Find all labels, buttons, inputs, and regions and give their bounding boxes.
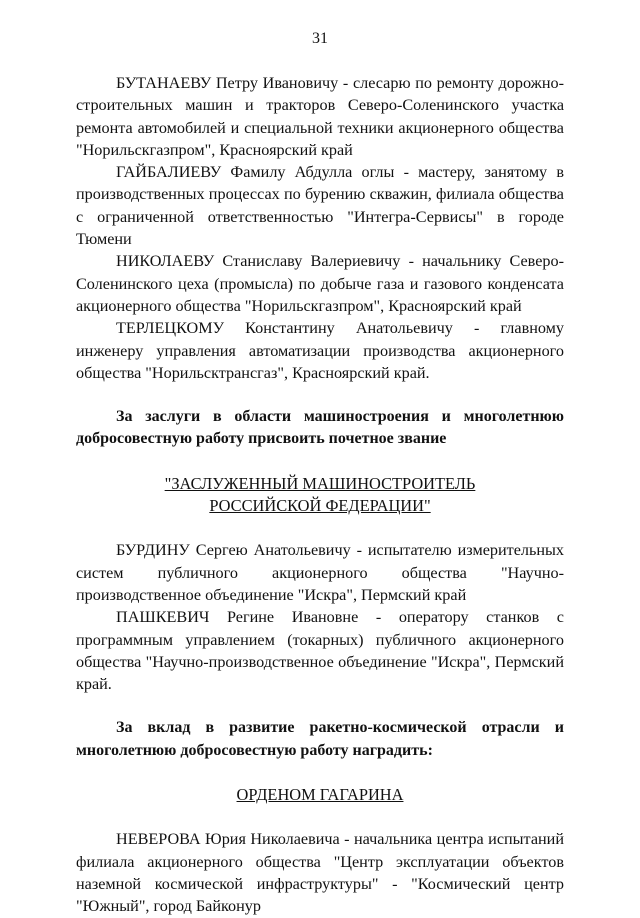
decree-statement: За вклад в развитие ракетно-космической отрасли и многолетнюю добросовестную работу наградить:	[76, 719, 564, 759]
award-recipient-paragraph: ПАШКЕВИЧ Регине Ивановне - оператору станков с программным управлением (токарных) публичного акционерного общества "Научно-производственное объединение "Искра", Пермский край.	[76, 608, 564, 694]
order-title: ОРДЕНОМ ГАГАРИНА	[236, 785, 404, 805]
award-recipient-paragraph: ГАЙБАЛИЕВУ Фамилу Абдулла оглы - мастеру, занятому в производственных процессах по бурению скважин, филиала общества с ограниченной ответственностью "Интегра-Сервисы" в городе Тюмени	[76, 163, 564, 249]
honorary-title-line: "ЗАСЛУЖЕННЫЙ МАШИНОСТРОИТЕЛЬ	[164, 473, 476, 493]
document-body	[76, 72, 564, 918]
award-recipient-paragraph: БУРДИНУ Сергею Анатольевичу - испытателю измерительных систем публичного акционерного общества "Научно-производственное объединение "Искра", Пермский край	[76, 541, 564, 604]
award-recipient-paragraph: НИКОЛАЕВУ Станиславу Валериевичу - начальнику Северо-Соленинского цеха (промысла) по добыче газа и газового конденсата акционерного общества "Норильскгазпром", Красноярский край	[76, 252, 564, 315]
award-recipient-paragraph: НЕВЕРОВА Юрия Николаевича - начальника центра испытаний филиала акционерного общества "Центр эксплуатации объектов наземной космической инфраструктуры" - "Космический центр "Южный", город Байконур	[76, 830, 564, 916]
honorary-title-line: РОССИЙСКОЙ ФЕДЕРАЦИИ"	[209, 496, 431, 516]
award-recipient-paragraph: ТЕРЛЕЦКОМУ Константину Анатольевичу - главному инженеру управления автоматизации производства акционерного общества "Норильсктрансгаз", Красноярский край.	[76, 319, 564, 382]
award-recipient-paragraph: БУТАНАЕВУ Петру Ивановичу - слесарю по ремонту дорожно-строительных машин и тракторов Северо-Соленинского участка ремонта автомобилей и специальной техники акционерного общества "Норильскгазпром", Красноярский край	[76, 74, 564, 159]
page-number: 31	[312, 30, 328, 47]
decree-statement: За заслуги в области машиностроения и многолетнюю добросовестную работу присвоить почетное звание	[76, 408, 564, 448]
